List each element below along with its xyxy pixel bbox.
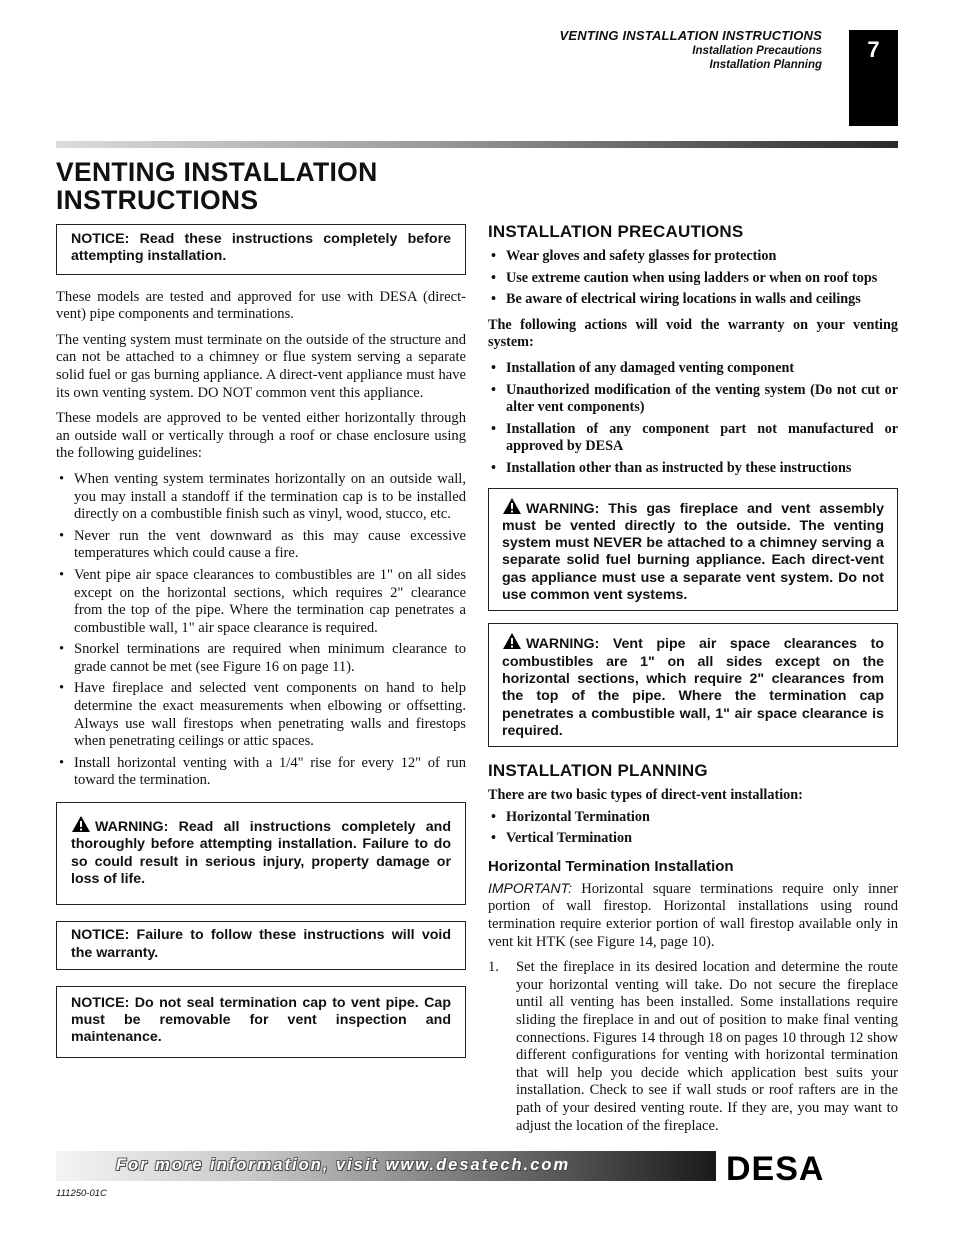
important-label: IMPORTANT:	[488, 879, 572, 896]
page-title-line-1: VENTING INSTALLATION	[56, 157, 378, 187]
precautions-list	[488, 248, 898, 309]
right-column	[488, 222, 898, 1135]
page-number-tab	[849, 30, 898, 126]
paragraph: The venting system must terminate on the outside of the structure and can not be attached to a chimney or flue system serving a separate solid fuel or gas burning appliance. A direct-vent appliance must have its own venting system. DO NOT common vent this appliance.	[56, 331, 466, 401]
list-item: • Wear gloves and safety glasses for protection	[488, 248, 898, 266]
notice-text: NOTICE: Read these instructions completely before attempting installation.	[71, 231, 451, 265]
warning-triangle-icon	[502, 632, 522, 650]
notice-text: NOTICE: Failure to follow these instructions will void the warranty.	[71, 927, 451, 961]
page-title-line-2: INSTRUCTIONS	[56, 185, 259, 215]
step-number: 1.	[488, 959, 499, 976]
warning-vent-outside	[488, 488, 898, 612]
list-item: • Installation other than as instructed by these instructions	[488, 460, 898, 478]
notice-read-instructions	[56, 224, 466, 275]
header-subtitle-1: Installation Precautions	[692, 45, 822, 57]
step-text: Set the fireplace in its desired location and determine the route your horizontal venting will take. Do not secure the fireplace until all venting has been installed. Some installations require sliding the fireplace in and out of position to make final venting connections. Figures 14 through 18 on pages 10 through 12 show different configurations for venting with horizontal termination that will help you decide which application best suits your installation. Check to see if wall studs or roof rafters are in the path of your desired venting route. If they are, you may want to adjust the location of the fireplace.	[516, 959, 898, 1134]
warning-read-instructions	[56, 802, 466, 905]
warning-triangle-icon	[502, 497, 522, 515]
planning-intro: There are two basic types of direct-vent installation:	[488, 787, 803, 804]
logo-text: DESA	[726, 1151, 825, 1183]
notice-text: NOTICE: Do not seal termination cap to vent pipe. Cap must be removable for vent inspection and maintenance.	[71, 994, 451, 1046]
section-heading-planning: INSTALLATION PLANNING	[488, 761, 708, 781]
warning-text: WARNING: Read all instructions completely and thoroughly before attempting installation. Failure to do so could result in serious injury, property damage or loss of life.	[71, 819, 451, 887]
void-warranty-list	[488, 360, 898, 478]
list-item: • Have fireplace and selected vent components on hand to help determine the exact measurements when elbowing or offsetting. Always use wall firestops when penetrating walls and firestops when penetrating ceilings or attic spaces.	[56, 680, 466, 750]
list-item: • Unauthorized modification of the venting system (Do not cut or alter vent components)	[488, 382, 898, 417]
list-item: • Be aware of electrical wiring locations in walls and ceilings	[488, 291, 898, 309]
part-number: 111250-01C	[56, 1188, 107, 1199]
notice-termination-cap	[56, 986, 466, 1058]
warning-text: WARNING: This gas fireplace and vent assembly must be vented directly to the outside. The venting system must NEVER be attached to a chimney serving a separate solid fuel burning appliance. Each direct-vent gas appliance must use a separate vent system. Do not use common vent systems.	[502, 500, 884, 604]
header-subtitle-2: Installation Planning	[709, 59, 822, 71]
desa-logo	[722, 1151, 898, 1183]
list-item: • Use extreme caution when using ladders or when on roof tops	[488, 270, 898, 288]
warning-air-space-clearances	[488, 623, 898, 747]
list-item: • Snorkel terminations are required when minimum clearance to grade cannot be met (see Figure 16 on page 11).	[56, 641, 466, 676]
steps-list	[488, 959, 898, 1135]
warning-text: WARNING: Vent pipe air space clearances to combustibles are 1" on all sides except on the horizontal sections, which require 2" clearances from the top of the pipe. Where the termination cap penetrates a combustible wall, 1" air space clearance is required.	[502, 636, 884, 739]
left-column	[56, 224, 466, 1058]
planning-list	[488, 809, 898, 848]
list-item: • Vertical Termination	[488, 830, 898, 848]
guidelines-list	[56, 471, 466, 790]
important-paragraph	[488, 880, 898, 951]
notice-void-warranty	[56, 921, 466, 970]
subheading-horizontal-termination: Horizontal Termination Installation	[488, 857, 734, 875]
list-item: • Never run the vent downward as this may cause excessive temperatures which could cause a fire.	[56, 528, 466, 563]
paragraph: These models are tested and approved for use with DESA (direct-vent) pipe components and terminations.	[56, 288, 466, 323]
list-item: • Install horizontal venting with a 1/4" rise for every 12" of run toward the termination.	[56, 755, 466, 790]
warning-triangle-icon	[71, 815, 91, 833]
header-rule	[56, 141, 898, 148]
paragraph: These models are approved to be vented either horizontally through an outside wall or vertically through a roof or chase enclosure using the following guidelines:	[56, 410, 466, 462]
list-item: • Vent pipe air space clearances to combustibles are 1" on all sides except on the horizontal sections, which requires 2" clearance from the top of the pipe. Where the termination cap penetrates a combustible wall, 1" air space clearance is required.	[56, 567, 466, 637]
running-header	[560, 28, 823, 71]
list-item: • When venting system terminates horizontally on an outside wall, you may install a standoff if the termination cap is to be installed directly on a combustible finish such as vinyl, wood, stucco, etc.	[56, 471, 466, 524]
header-title: VENTING INSTALLATION INSTRUCTIONS	[559, 28, 822, 43]
list-item: • Installation of any component part not manufactured or approved by DESA	[488, 421, 898, 456]
important-text: Horizontal square terminations require only inner portion of wall firestop. Horizontal installations using round termination require exterior portion of wall firestop available only in vent kit HTK (see Figure 14, page 10).	[488, 880, 898, 950]
footer-website-text: For more information, visit www.desatech.com	[116, 1156, 571, 1174]
section-heading-precautions: INSTALLATION PRECAUTIONS	[488, 222, 744, 241]
list-item	[488, 959, 898, 1135]
list-item: • Installation of any damaged venting component	[488, 360, 898, 378]
page-number: 7	[867, 37, 880, 62]
page-title	[56, 158, 378, 214]
list-item: • Horizontal Termination	[488, 809, 898, 827]
void-warranty-intro: The following actions will void the warranty on your venting system:	[488, 316, 898, 351]
